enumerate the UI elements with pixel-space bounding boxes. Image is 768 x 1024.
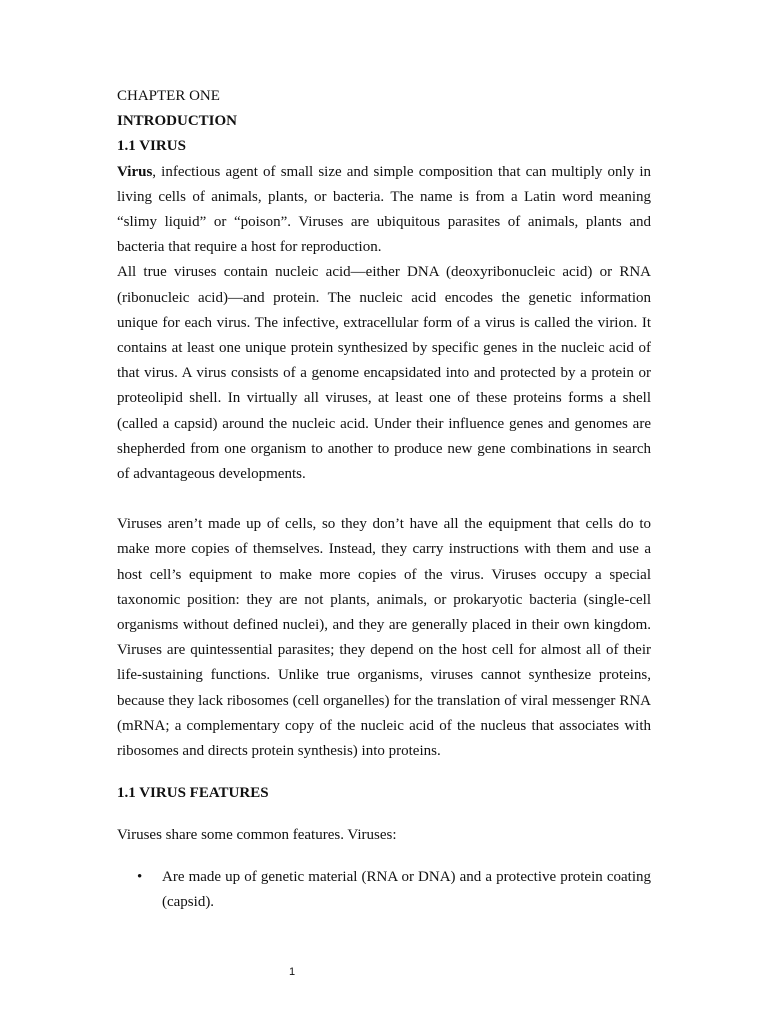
section-heading: 1.1 VIRUS	[117, 138, 186, 155]
features-intro: Viruses share some common features. Viruses:	[117, 827, 397, 844]
paragraph-virus-cells: Viruses aren’t made up of cells, so they don’t have all the equipment that cells do to make more copies of themselves. Instead, they carry instructions with them and use a host cell’s equipment to make more copies of the virus. Viruses occupy a special taxonomic position: they are not plants, animals, or prokaryotic bacteria (single-cell organisms without defined nuclei), and they are generally placed in their own kingdom. Viruses are quintessential parasites; they depend on the host cell for almost all of their life-sustaining functions. Unlike true organisms, viruses cannot synthesize proteins, because they lack ribosomes (cell organelles) for the translation of viral messenger RNA (mRNA; a complementary copy of the nucleic acid of the nucleus that associates with ribosomes and directs protein synthesis) into proteins.	[117, 516, 651, 760]
bullet-icon: •	[137, 869, 143, 886]
term-virus: Virus	[117, 163, 153, 180]
features-list	[117, 865, 651, 915]
paragraph-virus-definition-text: , infectious agent of small size and simple composition that can multiply only in living cells of animals, plants, or bacteria. The name is from a Latin word meaning “slimy liquid” or “poison”. Viruses are ubiquitous parasites of animals, plants and bacteria that require a host for reproduction.	[117, 163, 651, 256]
features-heading: 1.1 VIRUS FEATURES	[117, 785, 269, 802]
paragraph-virus-definition	[117, 160, 651, 261]
document-page	[117, 84, 651, 916]
chapter-label: CHAPTER ONE	[117, 88, 220, 104]
paragraph-nucleic-acid: All true viruses contain nucleic acid—either DNA (deoxyribonucleic acid) or RNA (ribonucleic acid)—and protein. The nucleic acid encodes the genetic information unique for each virus. The infective, extracellular form of a virus is called the virion. It contains at least one unique protein synthesized by specific genes in the nucleic acid of that virus. A virus consists of a genome encapsidated into and protected by a protein or proteolipid shell. In virtually all viruses, at least one of these proteins forms a shell (called a capsid) around the nucleic acid. Under their influence genes and genomes are shepherded from one organism to another to produce new gene combinations in search of advantageous developments.	[117, 264, 651, 483]
list-item-text: Are made up of genetic material (RNA or DNA) and a protective protein coating (capsid).	[162, 869, 651, 911]
paragraph-spacer	[117, 487, 651, 512]
chapter-title: INTRODUCTION	[117, 113, 238, 130]
page-number: 1	[289, 966, 296, 978]
list-item	[117, 865, 651, 915]
